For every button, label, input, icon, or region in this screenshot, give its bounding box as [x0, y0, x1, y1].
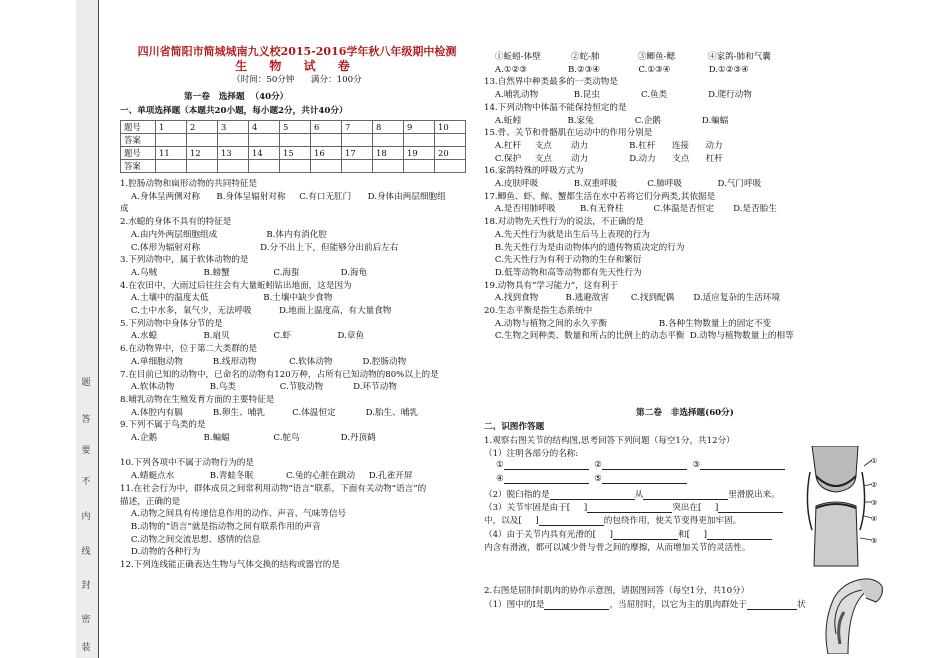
answer-cell[interactable] — [342, 160, 373, 173]
question-line: B.动物的“语言”就是指动物之间有联系作用的声音 — [120, 521, 321, 532]
fill-row — [484, 598, 806, 610]
table-row — [121, 121, 466, 134]
seal-char: 封 — [81, 581, 91, 591]
question-line: 12.下列连线能正确表达生物与气体交换的结构或器官的是 — [120, 560, 340, 571]
question-line: A.动物与植物之间的永久平衡 B.各种生物数量上的固定不变 — [484, 318, 772, 329]
question-line: 成 — [120, 204, 129, 215]
table-row — [121, 160, 466, 173]
seal-char: 不 — [81, 477, 91, 487]
question-text: 状 — [796, 600, 806, 610]
question-line: A.体腔内有膈 B.卵生、哺乳 C.体温恒定 D.胎生、哺乳 — [120, 407, 418, 418]
question-line: （1）注明各部分的名称: — [484, 449, 579, 459]
question-line: 4.在农田中，大雨过后往往会有大量蚯蚓钻出地面，这是因为 — [120, 280, 352, 291]
question-line: B.先天性行为是由动物体内的遗传物质决定的行为 — [484, 242, 685, 253]
answer-blank[interactable] — [544, 600, 609, 610]
question-line: 7.在目前已知的动物中，已命名的动物有120万种，占所有已知动物的80%以上的是 — [120, 369, 439, 380]
question-text: 从 — [634, 490, 644, 500]
question-line: A.由内外两层细胞组成 B.体内有消化腔 — [120, 229, 327, 240]
fill-row — [484, 501, 783, 513]
question-line: D.低等动物和高等动物都有先天性行为 — [484, 267, 642, 278]
label-marker: ④ — [496, 474, 504, 484]
answer-blank[interactable] — [718, 503, 783, 513]
table-cell: 3 — [218, 121, 249, 134]
section2-heading: 二、识图作答题 — [484, 422, 545, 432]
question-line: 20.生态平衡是指生态系统中 — [484, 306, 593, 317]
question-line: 2.水螅的身体不具有的特征是 — [120, 217, 232, 228]
question-line: 16.家鸽特殊的呼吸方式为 — [484, 166, 584, 177]
question-text: （3）关节牢固是由于[ ] — [484, 503, 588, 513]
table-cell: 题号 — [121, 121, 156, 134]
fill-row — [496, 460, 785, 470]
seal-char: 密 — [81, 615, 91, 625]
answer-blank[interactable] — [613, 530, 678, 540]
seal-char: 装 — [81, 643, 91, 653]
table-cell: 答案 — [121, 160, 156, 173]
answer-cell[interactable] — [280, 134, 311, 147]
answer-cell[interactable] — [187, 134, 218, 147]
question-line: 15.骨、关节和骨骼肌在运动中的作用分别是 — [484, 128, 653, 139]
fill-row — [496, 474, 687, 484]
table-cell: 12 — [187, 147, 218, 160]
part2-heading: 第二卷 非选择题(60分) — [636, 408, 734, 418]
table-cell: 11 — [156, 147, 187, 160]
question-line: C.土中水多，氧气少，无法呼吸 D.地面上温度高，有大量食物 — [120, 306, 392, 317]
answer-cell[interactable] — [311, 160, 342, 173]
table-cell: 13 — [218, 147, 249, 160]
question-line: C.体形为辐射对称 D.分不出上下，但能够分出前后左右 — [120, 242, 399, 253]
figure-label: ⑤ — [871, 537, 878, 545]
elbow-flexion-figure — [818, 574, 888, 654]
question-text: 里滑脱出来。 — [728, 490, 780, 500]
table-cell: 17 — [342, 147, 373, 160]
question-line: A.动物之间具有传递信息作用的动作、声音、气味等信号 — [120, 509, 347, 520]
question-line: A.杠杆 支点 动力 B.杠杆 连接 动力 — [484, 140, 723, 151]
question-line: D.动物的各种行为 — [120, 547, 201, 558]
label-marker: ① — [496, 460, 504, 470]
answer-blank[interactable] — [504, 460, 589, 470]
seal-line-strip — [76, 0, 99, 658]
table-cell: 20 — [435, 147, 466, 160]
figure-label: ② — [871, 481, 878, 489]
joint-structure-figure — [800, 446, 880, 568]
answer-blank[interactable] — [643, 490, 728, 500]
answer-cell[interactable] — [156, 160, 187, 173]
question-line: A.先天性行为就是出生后马上表现的行为 — [484, 229, 650, 240]
fill-row — [484, 514, 741, 526]
answer-cell[interactable] — [311, 134, 342, 147]
right-question-column — [484, 51, 834, 343]
question-line: C.生物之间种类、数量和所占的比例上的动态平衡 D.动物与植物数量上的相等 — [484, 331, 794, 342]
table-cell: 题号 — [121, 147, 156, 160]
table-cell: 15 — [280, 147, 311, 160]
question-line: A.企鹅 B.蝙蝠 C.鸵鸟 D.丹顶鹤 — [120, 433, 376, 444]
question-line: 10.下列各项中不属于动物行为的是 — [120, 458, 254, 469]
table-row — [121, 147, 466, 160]
table-cell: 14 — [249, 147, 280, 160]
question-line: 描述，正确的是 — [120, 496, 181, 507]
question-line — [120, 445, 476, 458]
exam-title: 四川省简阳市简城城南九义校2015-2016学年秋八年级期中检测 — [137, 45, 457, 58]
table-cell: 8 — [373, 121, 404, 134]
answer-blank[interactable] — [602, 474, 687, 484]
table-cell: 5 — [280, 121, 311, 134]
answer-cell[interactable] — [249, 134, 280, 147]
table-cell: 16 — [311, 147, 342, 160]
answer-cell[interactable] — [342, 134, 373, 147]
answer-cell[interactable] — [373, 160, 404, 173]
label-marker: ⑤ — [594, 474, 602, 484]
seal-char: 答 — [81, 415, 91, 425]
question-line: A.皮肤呼吸 B.双重呼吸 C.肺呼吸 D.气门呼吸 — [484, 179, 762, 190]
exam-subtitle: 生 物 试 卷 — [235, 59, 359, 73]
answer-cell[interactable] — [280, 160, 311, 173]
question-line: A.身体呈两侧对称 B.身体呈辐射对称 C.有口无肛门 D.身体由两层细胞组 — [120, 191, 446, 202]
question-text: ，当屈肘时，以它为主的肌肉群处于 — [609, 600, 747, 610]
answer-cell[interactable] — [404, 134, 435, 147]
question-text: 和[ ] — [677, 530, 707, 540]
seal-char: 要 — [81, 446, 91, 456]
question-line: 8.哺乳动物在生殖发育方面的主要特征是 — [120, 394, 275, 405]
answer-cell[interactable] — [435, 134, 466, 147]
question-text: （1）图中的Ⅰ是 — [484, 600, 545, 610]
table-cell: 18 — [373, 147, 404, 160]
table-cell: 6 — [311, 121, 342, 134]
question-line: A.蚯蚓 B.家兔 C.企鹅 D.蝙蝠 — [484, 115, 729, 126]
seal-char: 题 — [81, 378, 91, 388]
question-line: 17.鲫鱼、虾、鲸、蟹都生活在水中若将它们分两类,其依据是 — [484, 191, 716, 202]
question-line: A.哺乳动物 B.昆虫 C.鱼类 D.爬行动物 — [484, 90, 752, 101]
answer-cell[interactable] — [249, 160, 280, 173]
label-marker: ③ — [692, 460, 701, 470]
question-line: 2.右图是屈肘时肌肉的协作示意图，请据图回答（每空1分，共10分） — [484, 586, 750, 596]
question-text: （2）脱臼指的是 — [484, 490, 550, 500]
table-cell: 10 — [435, 121, 466, 134]
table-cell: 9 — [404, 121, 435, 134]
answer-table — [120, 120, 466, 173]
question-line: ①蚯蚓-体壁 ②蛇-肺 ③鲫鱼-鳃 ④家鸽-肺和气囊 — [484, 52, 771, 62]
question-line: 内含有滑液，都可以减少骨与骨之间的摩擦，从而增加关节的灵活性。 — [484, 543, 751, 553]
table-row — [121, 134, 466, 147]
section1-heading: 一、单项选择题（本题共20小题，每小题2分，共计40分） — [120, 106, 348, 116]
question-text: （4）由于关节内具有光滑的[ ] — [484, 530, 613, 540]
question-line: C.保护 支点 动力 D.动力 支点 杠杆 — [484, 153, 723, 164]
part1-heading: 第一卷 选择题 （40分） — [184, 92, 289, 102]
table-cell: 答案 — [121, 134, 156, 147]
table-cell: 19 — [404, 147, 435, 160]
time-score: （时间：50分钟 满分：100分 — [232, 75, 362, 85]
answer-cell[interactable] — [373, 134, 404, 147]
answer-blank[interactable] — [747, 600, 797, 610]
answer-blank[interactable] — [587, 503, 672, 513]
question-line: 19.动物具有“学习能力”，这有利于 — [484, 280, 619, 291]
question-line: 13.自然界中种类最多的一类动物是 — [484, 77, 618, 88]
answer-blank[interactable] — [550, 490, 635, 500]
table-cell: 2 — [187, 121, 218, 134]
question-text: 的包绕作用，使关节变得更加牢固。 — [603, 516, 742, 526]
answer-cell[interactable] — [218, 134, 249, 147]
figure-label: ④ — [871, 515, 878, 523]
question-line: 18.对动物先天性行为的说法，不正确的是 — [484, 217, 644, 228]
question-line: A.乌贼 B.螃蟹 C.海蜇 D.海龟 — [120, 267, 368, 278]
answer-cell[interactable] — [187, 160, 218, 173]
answer-cell[interactable] — [404, 160, 435, 173]
table-cell: 4 — [249, 121, 280, 134]
seal-char: 线 — [81, 547, 91, 557]
answer-blank[interactable] — [602, 460, 687, 470]
question-line: 9.下列不属于鸟类的是 — [120, 420, 206, 431]
seal-char: 内 — [81, 512, 91, 522]
question-line: C.先天性行为有利于动物的生存和繁衍 — [484, 255, 642, 266]
question-line: 1.观察右图关节的结构图,思考回答下列问题（每空1分，共12分） — [484, 436, 735, 446]
question-line: A.单细胞动物 B.线形动物 C.软体动物 D.腔肠动物 — [120, 356, 407, 367]
table-cell: 7 — [342, 121, 373, 134]
answer-blank[interactable] — [707, 530, 772, 540]
fill-row — [484, 528, 772, 540]
question-line: A.蜻蜓点水 B.青蛙冬眠 C.兔的心脏在跳动 D.孔雀开屏 — [120, 471, 413, 482]
question-line: A.软体动物 B.鸟类 C.节肢动物 D.环节动物 — [120, 382, 397, 393]
question-line: A.找到食物 B.逃避敌害 C.找到配偶 D.适应复杂的生活环境 — [484, 293, 780, 304]
answer-cell[interactable] — [218, 160, 249, 173]
question-line: 14.下列动物中体温不能保持恒定的是 — [484, 102, 627, 113]
question-text: 中，以及[ ] — [484, 516, 539, 526]
table-cell: 1 — [156, 121, 187, 134]
answer-blank[interactable] — [539, 516, 604, 526]
left-question-column — [120, 178, 476, 572]
answer-blank[interactable] — [504, 474, 589, 484]
answer-cell[interactable] — [156, 134, 187, 147]
question-line: A.水螅 B.扇贝 C.虾 D.章鱼 — [120, 331, 364, 342]
question-line: A.是否用肺呼吸 B.有无脊柱 C.体温是否恒定 D.是否胎生 — [484, 204, 777, 215]
question-line: C.动物之间交流思想、感情的信息 — [120, 534, 261, 545]
question-line: 6.在动物界中，位于第二大类群的是 — [120, 344, 258, 355]
question-line: 5.下列动物中身体分节的是 — [120, 318, 223, 329]
figure-label: ① — [871, 457, 878, 465]
answer-cell[interactable] — [435, 160, 466, 173]
question-line: 1.腔肠动物和扁形动物的共同特征是 — [120, 179, 258, 189]
answer-blank[interactable] — [700, 460, 785, 470]
question-line: 11.在社会行为中，群体成员之间常利用动物“语言”联系，下面有关动物“语言”的 — [120, 483, 427, 494]
question-line: A.①②③ B.②③④ C.①③④ D.①②③④ — [484, 64, 749, 75]
question-text: 突出在[ ] — [672, 503, 719, 513]
question-line: A.土壤中的温度太低 B.土壤中缺少食物 — [120, 293, 333, 304]
question-line: 3.下列动物中，属于软体动物的是 — [120, 255, 249, 266]
figure-label: ③ — [871, 499, 878, 507]
label-marker: ② — [594, 460, 602, 470]
fill-row — [484, 488, 780, 500]
